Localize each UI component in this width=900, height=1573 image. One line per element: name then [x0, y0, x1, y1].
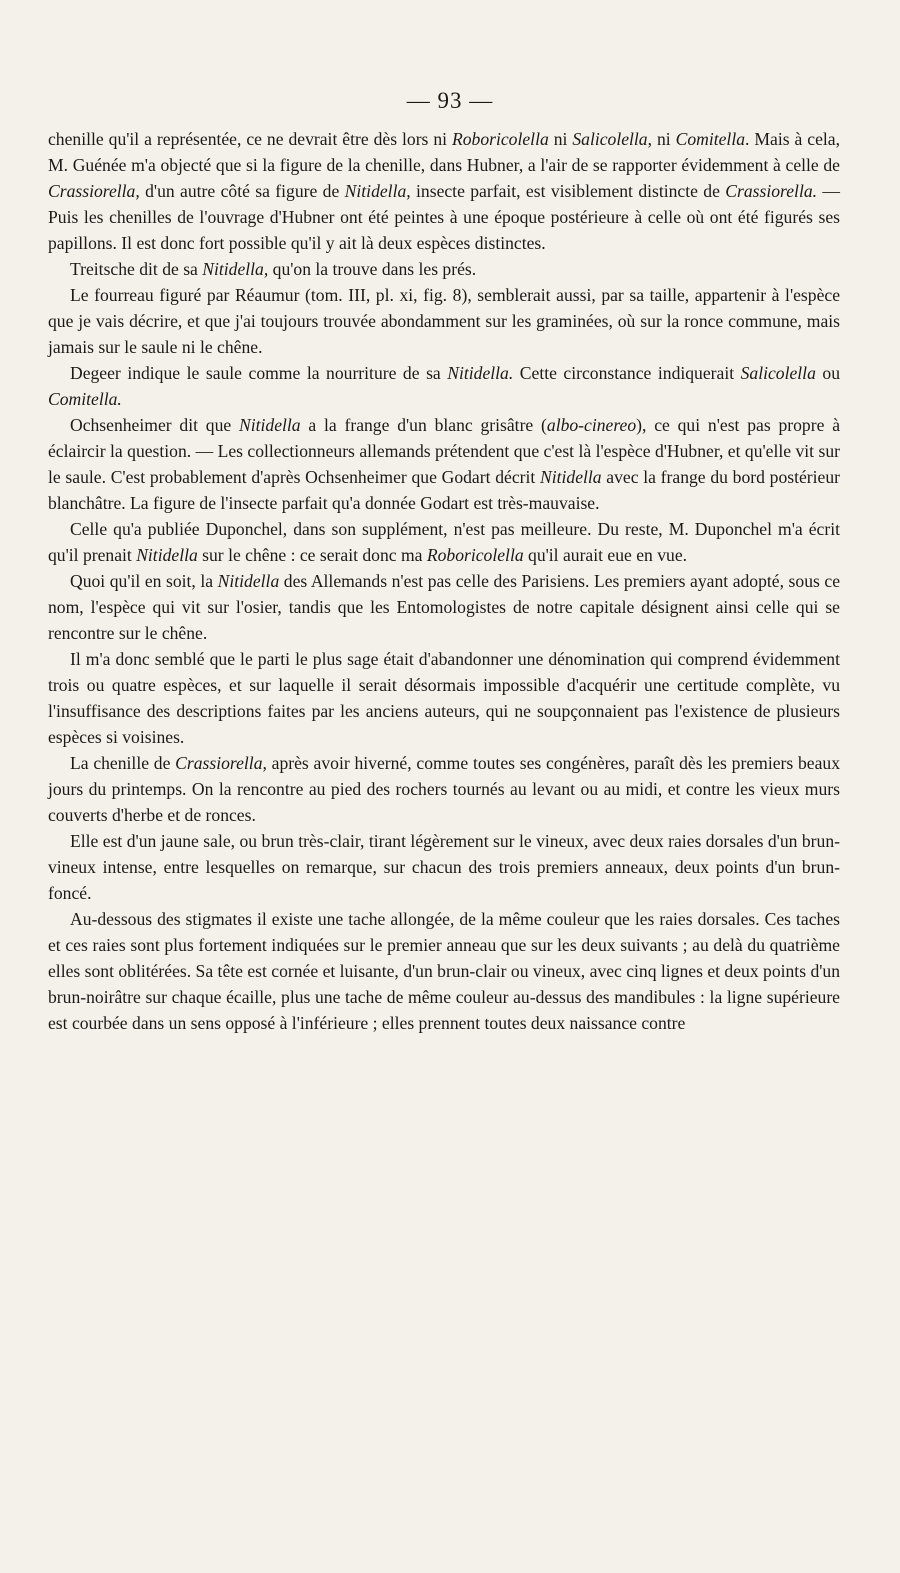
text-run: , ni [647, 129, 676, 149]
italic-term: Salicolella [740, 363, 816, 383]
italic-term: Roboricolella [426, 545, 524, 565]
italic-term: Comitella. [48, 389, 122, 409]
paragraph [48, 516, 840, 568]
text-run: Au-dessous des stigmates il existe une tache allongée, de la même couleur que les raies dorsales. Ces taches et ces raies sont plus fortement indiquées sur le premier anneau que sur les deux suivants ; au delà du quatrième elles sont oblitérées. Sa tête est cornée et luisante, d'un brun-clair ou vineux, avec cinq lignes et deux points d'un brun-noirâtre sur chaque écaille, plus une tache de même couleur au-dessus des mandibules : la ligne supérieure est courbée dans un sens opposé à l'inférieure ; elles prennent toutes deux naissance contre [48, 909, 840, 1033]
text-run: Quoi qu'il en soit, la [70, 571, 218, 591]
paragraph [48, 750, 840, 828]
text-run: insecte parfait, est visiblement distincte de [410, 181, 726, 201]
text-run: ), ce qui n'est pas propre à éclaircir la question. — Les collectionneurs allemands prétendent que c'est là l'espèce d'Hubner, et qu'elle vit sur le saule. C'est probablement d'après Ochsenheimer que Godart décrit [48, 415, 841, 487]
italic-term: Nitidella [217, 571, 280, 591]
text-run: a la frange d'un blanc grisâtre ( [300, 415, 547, 435]
italic-term: Roboricolella [452, 129, 549, 149]
paragraph [48, 828, 840, 906]
paragraph [48, 906, 840, 1036]
text-run: Treitsche dit de sa [70, 259, 203, 279]
body-text [48, 126, 840, 1036]
text-run: Celle qu'a publiée Duponchel, dans son supplément, n'est pas meilleure. Du reste, M. Duponchel m'a écrit qu'il prenait [48, 519, 840, 565]
italic-term: Comitella [675, 129, 746, 149]
italic-term: Nitidella, [344, 181, 411, 201]
italic-term: Nitidella, [202, 259, 269, 279]
text-run: La chenille de [70, 753, 176, 773]
text-run: ou [815, 363, 840, 383]
text-run: d'un autre côté sa figure de [139, 181, 345, 201]
paragraph [48, 412, 840, 516]
italic-term: Nitidella [239, 415, 301, 435]
text-run: sur le chêne : ce serait donc ma [197, 545, 427, 565]
page-number: — 93 — [406, 88, 494, 113]
italic-term: Salicolella [572, 129, 648, 149]
text-run: qu'on la trouve dans les prés. [268, 259, 477, 279]
text-run: Degeer indique le saule comme la nourriture de sa [70, 363, 448, 383]
text-run: . Mais à cela, M. Guénée m'a objecté que si la figure de la chenille, dans Hubner, a l'air de se rapporter évidemment à celle de [48, 129, 840, 175]
italic-term: Crassiorella, [48, 181, 140, 201]
text-run: qu'il aurait eue en vue. [523, 545, 688, 565]
italic-term: Crassiorella, [175, 753, 267, 773]
italic-term: Crassiorella. [725, 181, 818, 201]
text-run: Ochsenheimer dit que [70, 415, 239, 435]
italic-term: albo-cinereo [546, 415, 637, 435]
text-run: des Allemands n'est pas celle des Parisiens. Les premiers ayant adopté, sous ce nom, l'espèce qui vit sur l'osier, tandis que les Entomologistes de notre capitale désignent ainsi celle qui se rencontre sur le chêne. [48, 571, 841, 643]
text-run: avec la frange du bord postérieur blanchâtre. La figure de l'insecte parfait qu'a donnée Godart est très-mauvaise. [48, 467, 840, 513]
paragraph [48, 256, 840, 282]
text-run: Elle est d'un jaune sale, ou brun très-clair, tirant légèrement sur le vineux, avec deux raies dorsales d'un brun-vineux intense, entre lesquelles on remarque, sur chacun des trois premiers anneaux, deux points d'un brun-foncé. [48, 831, 840, 903]
italic-term: Nitidella [540, 467, 602, 487]
text-run: Il m'a donc semblé que le parti le plus sage était d'abandonner une dénomination qui comprend évidemment trois ou quatre espèces, et sur laquelle il serait désormais impossible d'acquérir une certitude complète, vu l'insuffisance des descriptions faites par les anciens auteurs, qui ne soupçonnaient pas l'existence de plusieurs espèces si voisines. [48, 649, 840, 747]
paragraph [48, 282, 840, 360]
text-run: — Puis les chenilles de l'ouvrage d'Hubner ont été peintes à une époque postérieure à celle où ont été figurés ses papillons. Il est donc fort possible qu'il y ait là deux espèces distinctes. [48, 181, 841, 253]
paragraph [48, 646, 840, 750]
italic-term: Nitidella [136, 545, 198, 565]
paragraph [48, 360, 840, 412]
text-run: Cette circonstance indiquerait [513, 363, 741, 383]
text-run: chenille qu'il a représentée, ce ne devrait être dès lors ni [48, 129, 452, 149]
italic-term: Nitidella. [447, 363, 514, 383]
text-run: ni [548, 129, 573, 149]
paragraph [48, 126, 840, 256]
text-run: après avoir hiverné, comme toutes ses congénères, paraît dès les premiers beaux jours du printemps. On la rencontre au pied des rochers tournés au levant ou au midi, et contre les vieux murs couverts d'herbe et de ronces. [48, 753, 840, 825]
text-run: Le fourreau figuré par Réaumur (tom. III, pl. xi, fig. 8), semblerait aussi, par sa taille, appartenir à l'espèce que je vais décrire, et que j'ai toujours trouvée abondamment sur les graminées, où sur la ronce commune, mais jamais sur le saule ni le chêne. [48, 285, 840, 357]
paragraph [48, 568, 840, 646]
